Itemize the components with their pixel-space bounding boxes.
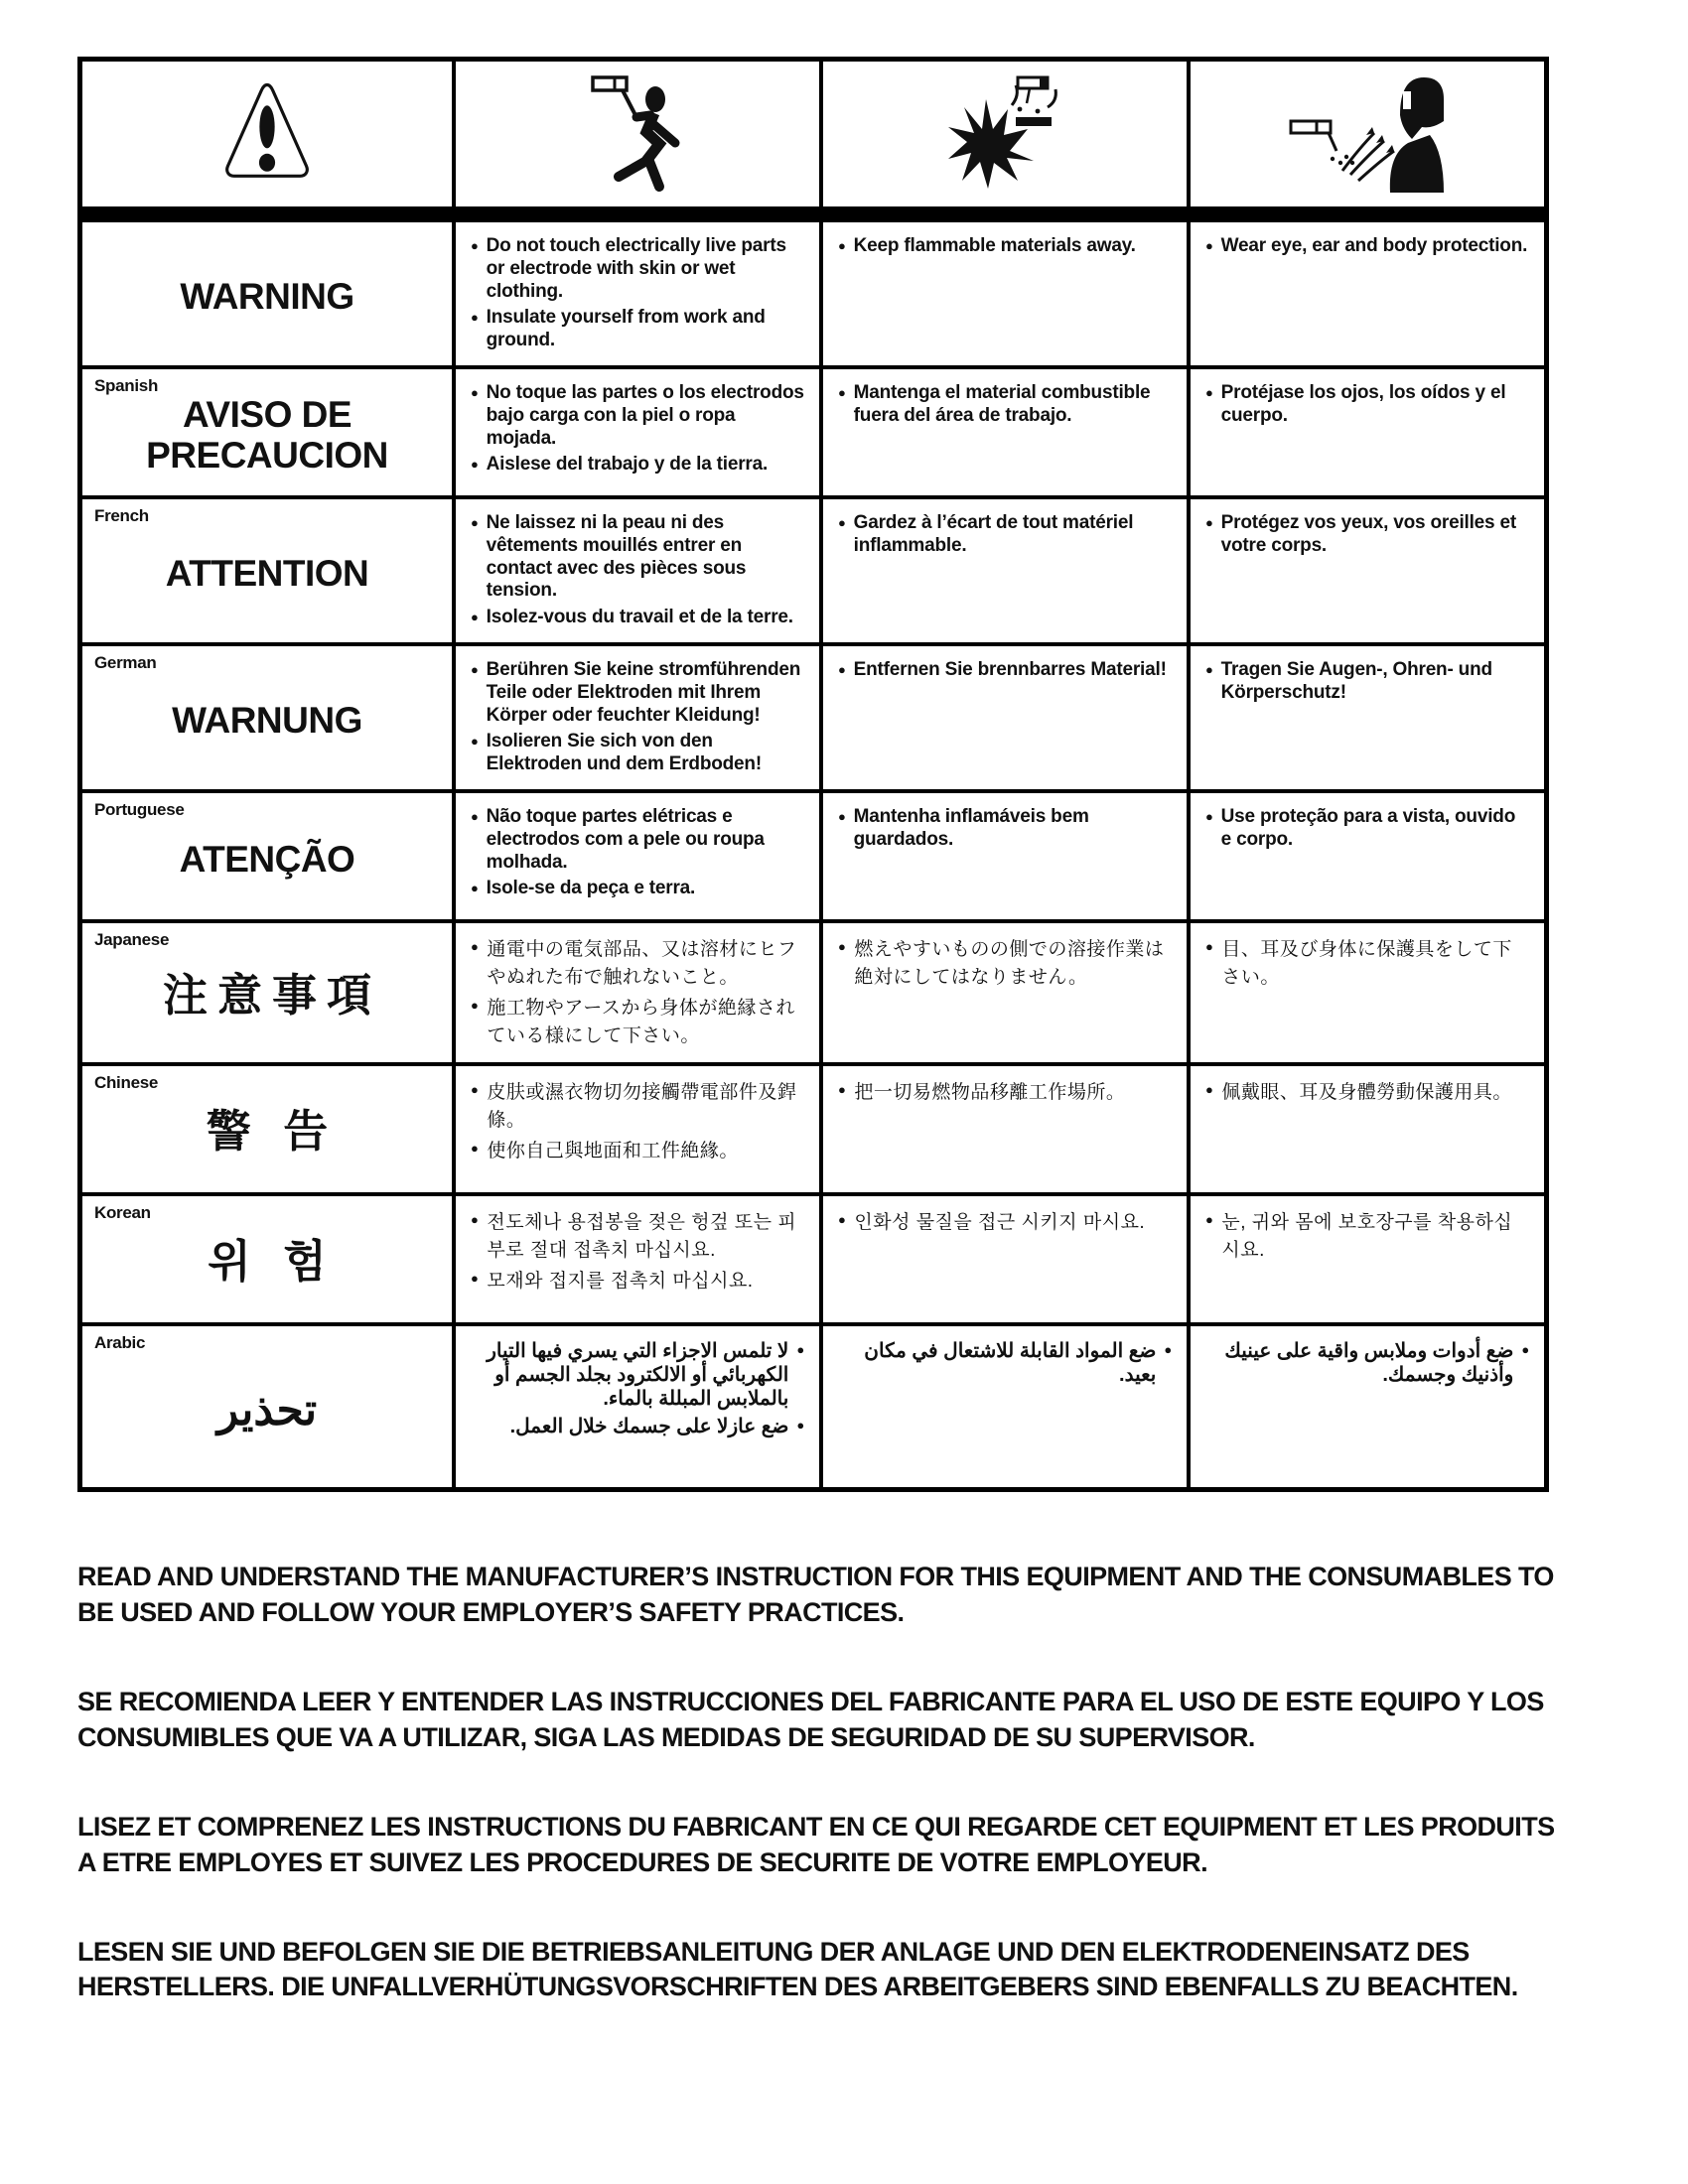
electric-hazard-cell (452, 222, 819, 365)
bullet-item (838, 382, 1172, 428)
bullet-icon: ● (471, 1141, 480, 1157)
bullet-icon: ● (1205, 661, 1213, 677)
footer-paragraph-english: READ AND UNDERSTAND THE MANUFACTURER’S INSTRUCTION FOR THIS EQUIPMENT AND THE CONSUMABLES TO BE USED AND FOLLOW YOUR EMPLOYER’S SAFETY PRACTICES. (77, 1562, 1554, 1628)
signal-word: AVISO DE PRECAUCION (146, 394, 388, 477)
bullet-icon: ● (471, 998, 480, 1014)
signal-word: 警 告 (206, 1106, 339, 1158)
bullet-item (471, 806, 804, 874)
bullet-text: 눈, 귀와 몸에 보호장구를 착용하십시요. (1221, 1212, 1513, 1261)
bullet-item (1205, 512, 1529, 558)
language-label: Chinese (94, 1073, 159, 1093)
signal-word: WARNUNG (172, 700, 362, 742)
bullet-item (471, 1415, 804, 1438)
signal-word-cell (82, 646, 452, 789)
table-row (82, 218, 1544, 365)
signal-word: WARNING (180, 276, 354, 318)
language-label: German (94, 652, 157, 672)
bullet-item (838, 512, 1172, 558)
protective-gear-cell (1187, 62, 1544, 206)
bullet-icon: ● (1164, 1342, 1172, 1358)
bullet-icon: ● (838, 238, 846, 253)
bullet-item (471, 731, 804, 776)
hazard-icon-header-row (82, 62, 1544, 218)
electric-hazard-cell (452, 1326, 819, 1487)
bullet-icon: ● (796, 1342, 804, 1358)
bullet-item (1205, 1339, 1529, 1387)
multilingual-warning-table (77, 57, 1549, 1492)
protection-cell (1187, 369, 1544, 495)
bullet-text: Mantenha inflamáveis bem guardados. (853, 805, 1089, 850)
bullet-item (838, 806, 1172, 852)
signal-word-cell (82, 923, 452, 1062)
language-label: Korean (94, 1203, 151, 1223)
bullet-text: Insulate yourself from work and ground. (486, 307, 766, 351)
language-label: Japanese (94, 929, 170, 949)
footer-paragraph-german: LESEN SIE UND BEFOLGEN SIE DIE BETRIEBSANLEITUNG DER ANLAGE UND DEN ELEKTRODENEINSATZ DES HERSTELLERS. DIE UNFALLVERHÜTUNGSVORSCHRIFTEN DES ARBEITGEBERS SIND EBENFALLS ZU BEACHTEN. (77, 1936, 1518, 2002)
fire-hazard-cell (819, 793, 1187, 919)
bullet-icon: ● (471, 661, 479, 677)
fire-explosion-cell (819, 62, 1187, 206)
signal-word: ATTENTION (165, 553, 369, 595)
bullet-text: ضع أدوات وملابس واقية على عينيك وأذنيك وجسمك. (1224, 1340, 1514, 1387)
language-label: Spanish (94, 375, 159, 395)
bullet-text: Wear eye, ear and body protection. (1220, 235, 1528, 256)
bullet-text: Protéjase los ojos, los oídos y el cuerpo. (1220, 381, 1506, 426)
bullet-text: 通電中の電気部品、又は溶材にヒフやぬれた布で触れないこと。 (487, 938, 797, 988)
bullet-icon: ● (471, 881, 479, 896)
table-row (82, 495, 1544, 642)
bullet-text: Isole-se da peça e terra. (486, 878, 696, 899)
bullet-item (471, 382, 804, 450)
fire-hazard-cell (819, 369, 1187, 495)
bullet-icon: ● (471, 457, 479, 473)
bullet-icon: ● (471, 610, 479, 625)
table-row (82, 919, 1544, 1062)
table-row (82, 1062, 1544, 1192)
bullet-item (1205, 235, 1529, 258)
bullet-text: Do not touch electrically live parts or electrode with skin or wet clothing. (486, 235, 786, 302)
bullet-icon: ● (838, 661, 846, 677)
footer-paragraph-spanish: SE RECOMIENDA LEER Y ENTENDER LAS INSTRUCCIONES DEL FABRICANTE PARA EL USO DE ESTE EQUIPO Y LOS CONSUMIBLES QUE VA A UTILIZAR, SIGA LAS MEDIDAS DE SEGURIDAD DE SU SUPERVISOR. (77, 1686, 1544, 1752)
footer-paragraph-french: LISEZ ET COMPRENEZ LES INSTRUCTIONS DU FABRICANT EN CE QUI REGARDE CET EQUIPMENT ET LES PRODUITS A ETRE EMPLOYES ET SUIVEZ LES PROCEDURES DE SECURITE DE VOTRE EMPLOYEUR. (77, 1811, 1555, 1877)
bullet-item (471, 995, 804, 1049)
fire-hazard-cell (819, 646, 1187, 789)
bullet-item (1205, 382, 1529, 428)
signal-word: ATENÇÃO (179, 838, 355, 880)
bullet-text: 把一切易燃物品移離工作場所。 (854, 1082, 1126, 1104)
bullet-icon: ● (471, 1212, 480, 1228)
electric-shock-icon (563, 69, 712, 199)
signal-word: 위 험 (208, 1236, 337, 1288)
bullet-text: Tragen Sie Augen-, Ohren- und Körperschutz! (1220, 658, 1492, 703)
bullet-item (1205, 1079, 1529, 1107)
bullet-text: ضع عازلا على جسمك خلال العمل. (509, 1416, 789, 1438)
protection-cell (1187, 793, 1544, 919)
signal-word-cell (82, 499, 452, 642)
bullet-icon: ● (796, 1418, 804, 1433)
fire-explosion-icon (930, 69, 1079, 199)
bullet-text: 모재와 접지를 접촉치 마십시요. (487, 1271, 754, 1293)
signal-word-cell (82, 1326, 452, 1487)
bullet-item (471, 1079, 804, 1134)
electric-shock-cell (452, 62, 819, 206)
bullet-item (1205, 806, 1529, 852)
table-row (82, 789, 1544, 919)
language-label: Portuguese (94, 799, 185, 819)
bullet-item (471, 1209, 804, 1264)
bullet-text: 使你自己與地面和工件絶緣。 (487, 1141, 739, 1162)
bullet-icon: ● (471, 384, 479, 400)
fire-hazard-cell (819, 923, 1187, 1062)
bullet-item (1205, 936, 1529, 991)
protection-cell (1187, 646, 1544, 789)
electric-hazard-cell (452, 1066, 819, 1192)
electric-hazard-cell (452, 499, 819, 642)
electric-hazard-cell (452, 793, 819, 919)
electric-hazard-cell (452, 369, 819, 495)
bullet-icon: ● (1205, 808, 1213, 824)
bullet-text: 皮肤或濕衣物切勿接觸帶電部件及銲條。 (487, 1082, 797, 1131)
warning-triangle-icon (213, 70, 321, 198)
protection-cell (1187, 1196, 1544, 1322)
bullet-icon: ● (1205, 238, 1213, 253)
bullet-text: Use proteção para a vista, ouvido e corpo. (1220, 805, 1516, 850)
bullet-icon: ● (471, 238, 479, 253)
bullet-icon: ● (471, 734, 479, 750)
bullet-text: 인화성 물질을 접근 시키지 마시요. (854, 1212, 1146, 1234)
bullet-icon: ● (838, 1212, 847, 1228)
bullet-text: Aislese del trabajo y de la tierra. (486, 454, 769, 476)
bullet-item (471, 1339, 804, 1411)
bullet-icon: ● (838, 384, 846, 400)
bullet-item (838, 235, 1172, 258)
bullet-text: Entfernen Sie brennbarres Material! (853, 658, 1167, 680)
bullet-item (471, 607, 804, 629)
bullet-item (471, 936, 804, 991)
bullet-item (471, 1138, 804, 1165)
bullet-icon: ● (1205, 1212, 1214, 1228)
bullet-icon: ● (838, 938, 847, 954)
bullet-text: 目、耳及び身体に保護具をして下さい。 (1221, 938, 1512, 988)
bullet-text: Ne laissez ni la peau ni des vêtements mouillés entrer en contact avec des pièces sous tension. (486, 511, 747, 602)
bullet-icon: ● (471, 514, 479, 530)
bullet-item (471, 659, 804, 727)
bullet-text: 전도체나 용접봉을 젖은 헝겊 또는 피부로 절대 접촉치 마십시요. (487, 1212, 797, 1261)
bullet-icon: ● (471, 1082, 480, 1098)
signal-word-cell (82, 1066, 452, 1192)
bullet-icon: ● (838, 1082, 847, 1098)
bullet-item (838, 1209, 1172, 1237)
table-row (82, 642, 1544, 789)
signal-word-cell (82, 1196, 452, 1322)
bullet-text: 燃えやすいものの側での溶接作業は絶対にしてはなりません。 (854, 938, 1165, 988)
fire-hazard-cell (819, 1326, 1187, 1487)
bullet-icon: ● (1205, 514, 1213, 530)
bullet-item (838, 659, 1172, 682)
table-row (82, 1192, 1544, 1322)
bullet-icon: ● (838, 514, 846, 530)
table-row (82, 365, 1544, 495)
bullet-text: No toque las partes o los electrodos bajo carga con la piel o ropa mojada. (486, 381, 804, 449)
bullet-text: Protégez vos yeux, vos oreilles et votre corps. (1220, 511, 1516, 556)
fire-hazard-cell (819, 1066, 1187, 1192)
language-label: French (94, 505, 149, 525)
bullet-item (471, 1268, 804, 1296)
bullet-icon: ● (471, 938, 480, 954)
signal-word: 注意事項 (162, 969, 381, 1021)
language-label: Arabic (94, 1333, 146, 1353)
signal-word-cell (82, 369, 452, 495)
bullet-icon: ● (471, 808, 479, 824)
bullet-text: ضع المواد القابلة للاشتعال في مكان بعيد. (864, 1340, 1157, 1387)
bullet-text: 佩戴眼、耳及身體勞動保護用具。 (1221, 1082, 1512, 1104)
protection-cell (1187, 222, 1544, 365)
bullet-text: 施工物やアースから身体が絶縁されている様にして下さい。 (487, 998, 795, 1046)
bullet-item (471, 512, 804, 603)
bullet-icon: ● (471, 310, 479, 326)
bullet-item (471, 307, 804, 352)
signal-word: تحذير (216, 1385, 318, 1434)
bullet-text: Não toque partes elétricas e electrodos com a pele ou roupa molhada. (486, 805, 765, 873)
bullet-item (471, 878, 804, 900)
bullet-icon: ● (1205, 384, 1213, 400)
warning-triangle-cell (82, 62, 452, 206)
bullet-item (471, 235, 804, 303)
bullet-icon: ● (471, 1271, 480, 1287)
bullet-item (1205, 1209, 1529, 1264)
bullet-item (838, 936, 1172, 991)
bullet-text: Mantenga el material combustible fuera del área de trabajo. (853, 381, 1151, 426)
bullet-item (838, 1339, 1172, 1387)
fire-hazard-cell (819, 1196, 1187, 1322)
electric-hazard-cell (452, 646, 819, 789)
bullet-text: Gardez à l’écart de tout matériel inflammable. (853, 511, 1134, 556)
signal-word-cell (82, 793, 452, 919)
electric-hazard-cell (452, 923, 819, 1062)
protection-cell (1187, 923, 1544, 1062)
fire-hazard-cell (819, 222, 1187, 365)
protection-cell (1187, 1066, 1544, 1192)
bullet-icon: ● (838, 808, 846, 824)
bullet-text: Isolez-vous du travail et de la terre. (486, 607, 793, 628)
bullet-icon: ● (1205, 938, 1214, 954)
bullet-text: Berühren Sie keine stromführenden Teile oder Elektroden mit Ihrem Körper oder feuchter Kleidung! (486, 658, 801, 726)
bullet-icon: ● (1521, 1342, 1529, 1358)
bullet-text: لا تلمس الاجزاء التي يسري فيها التيار الكهربائي أو الالكترود بجلد الجسم أو بالملابس المبللة بالماء. (487, 1340, 789, 1411)
footer-instructions (77, 1560, 1562, 2005)
signal-word-cell (82, 222, 452, 365)
electric-hazard-cell (452, 1196, 819, 1322)
bullet-text: Keep flammable materials away. (853, 235, 1136, 256)
bullet-icon: ● (1205, 1082, 1214, 1098)
bullet-item (838, 1079, 1172, 1107)
protective-gear-icon (1283, 69, 1452, 199)
protection-cell (1187, 499, 1544, 642)
protection-cell (1187, 1326, 1544, 1487)
bullet-item (471, 454, 804, 477)
bullet-item (1205, 659, 1529, 705)
bullet-text: Isolieren Sie sich von den Elektroden und dem Erdboden! (486, 731, 762, 775)
table-row (82, 1322, 1544, 1487)
fire-hazard-cell (819, 499, 1187, 642)
